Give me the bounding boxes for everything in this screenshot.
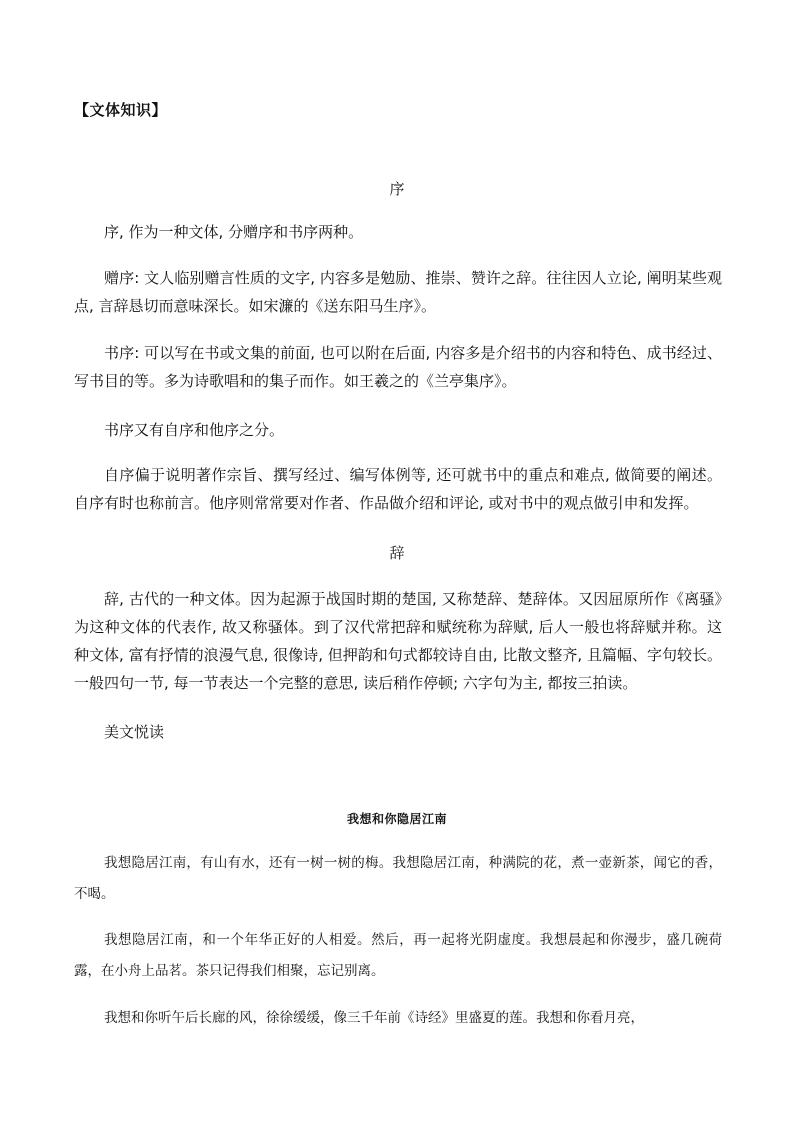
essay-paragraph-3: 我想和你听午后长廊的风，徐徐缓缓，像三千年前《诗经》里盛夏的莲。我想和你看月亮， bbox=[104, 1010, 644, 1026]
xu-paragraph-3: 书序: 可以写在书或文集的前面, 也可以附在后面, 内容多是介绍书的内容和特色、成书经过、写书目的等。多为诗歌唱和的集子而作。如王羲之的《兰亭集序》。 bbox=[74, 344, 722, 390]
section-heading: 【文体知识】 bbox=[74, 101, 168, 119]
xu-paragraph-2: 赠序: 文人临别赠言性质的文字, 内容多是勉励、推崇、赞许之辞。往往因人立论, 阐明某些观点, 言辞恳切而意味深长。如宋濂的《送东阳马生序》。 bbox=[74, 269, 722, 315]
reading-label: 美文悦读 bbox=[104, 723, 165, 741]
xu-paragraph-4: 书序又有自序和他序之分。 bbox=[104, 421, 285, 439]
ci-title: 辞 bbox=[389, 544, 405, 562]
xu-paragraph-5: 自序偏于说明著作宗旨、撰写经过、编写体例等, 还可就书中的重点和难点, 做简要的阐述。自序有时也称前言。他序则常常要对作者、作品做介绍和评论, 或对书中的观点做引申和发挥。 bbox=[74, 466, 722, 512]
xu-title: 序 bbox=[389, 180, 405, 198]
xu-paragraph-1: 序, 作为一种文体, 分赠序和书序两种。 bbox=[104, 223, 364, 241]
essay-paragraph-1: 我想隐居江南，有山有水，还有一树一树的梅。我想隐居江南，种满院的花，煮一壶新茶，闻它的香，不喝。 bbox=[74, 855, 722, 902]
essay-paragraph-2: 我想隐居江南，和一个年华正好的人相爱。然后，再一起将光阴虚度。我想晨起和你漫步，盛几碗荷露，在小舟上品茗。茶只记得我们相聚，忘记别离。 bbox=[74, 932, 722, 979]
essay-title: 我想和你隐居江南 bbox=[346, 812, 447, 826]
ci-paragraph-1: 辞, 古代的一种文体。因为起源于战国时期的楚国, 又称楚辞、楚辞体。又因屈原所作《离骚》为这种文体的代表作, 故又称骚体。到了汉代常把辞和赋统称为辞赋, 后人一般也将辞赋并称。这种文体, 富有抒情的浪漫气息, 很像诗, 但押韵和句式都较诗自由, 比散文整齐, 且篇幅、字句较长。一般四句一节, 每一节表达一个完整的意思, 读后稍作停顿; 六字句为主, 都按三拍读。 bbox=[74, 590, 722, 692]
